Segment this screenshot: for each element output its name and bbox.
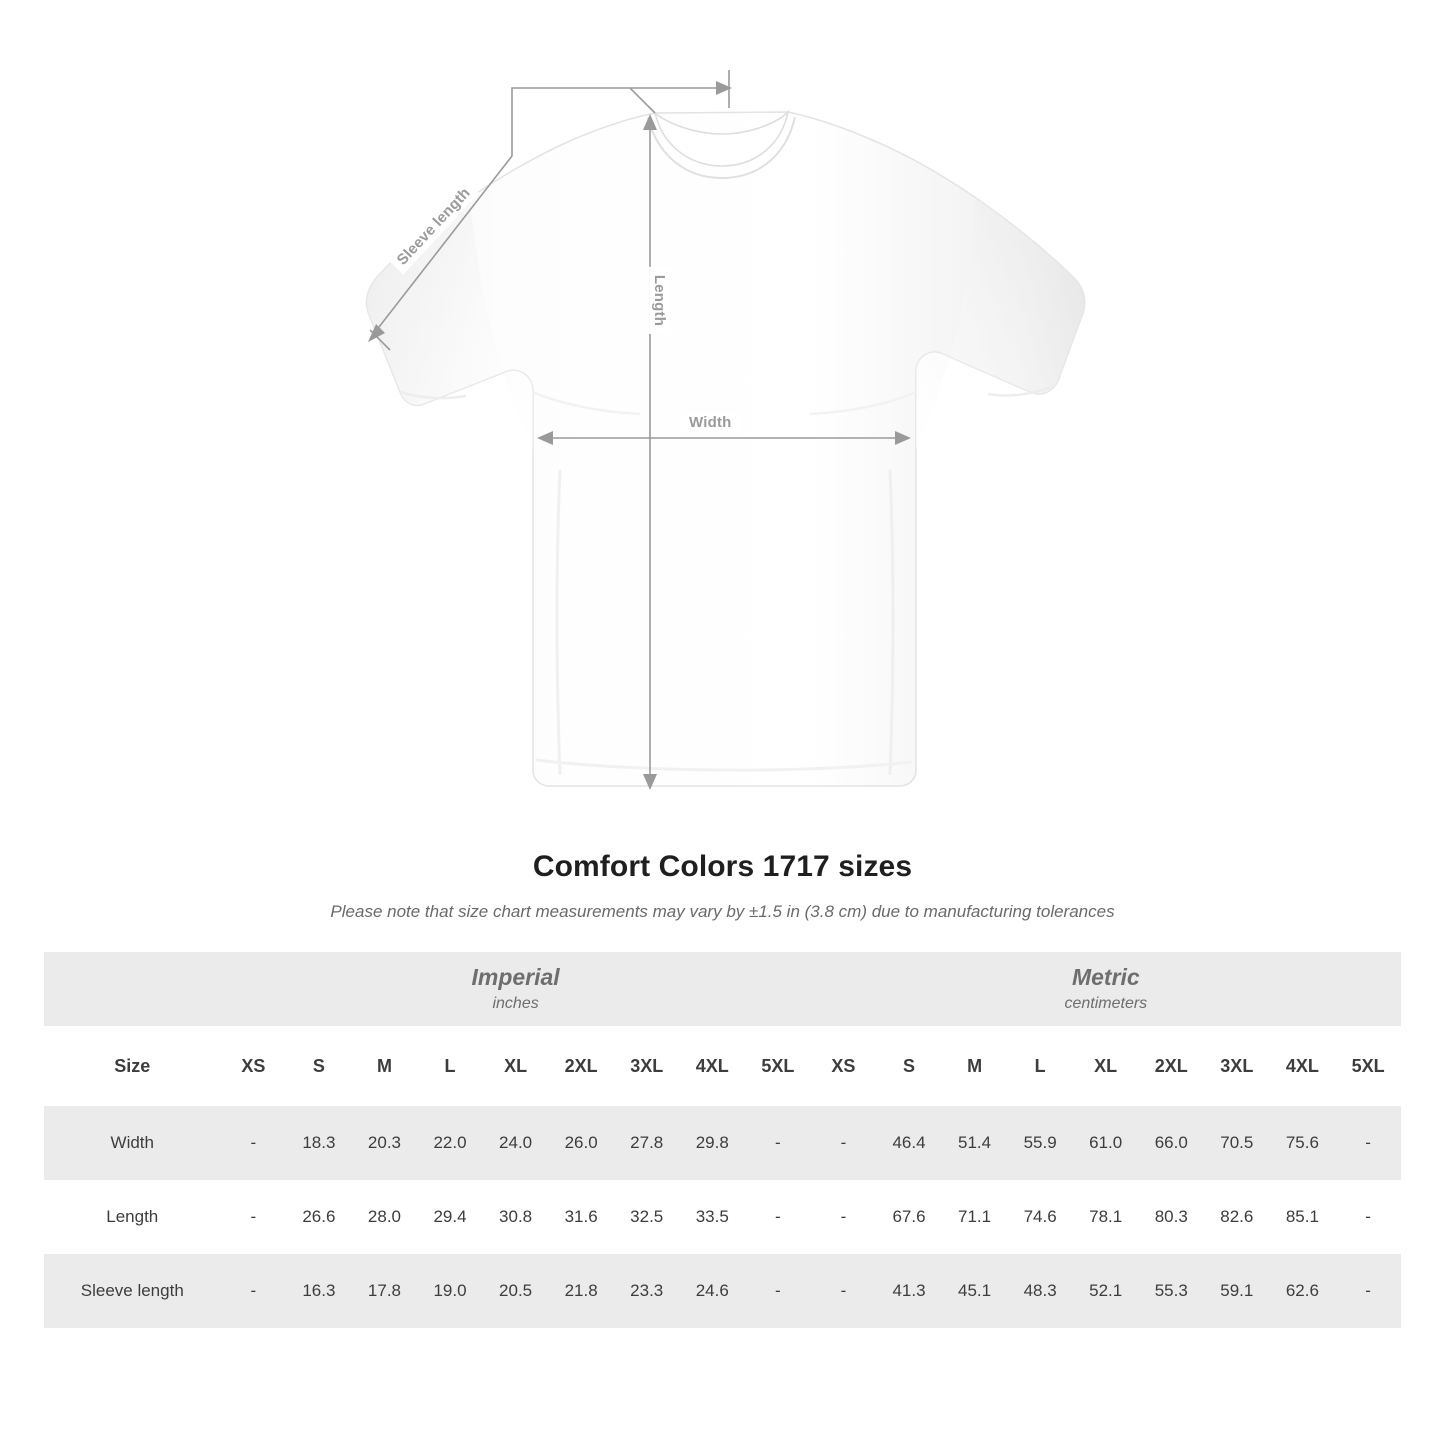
size-header-imperial-m: M bbox=[352, 1026, 418, 1106]
sleeve-length-dimension-label: Sleeve length bbox=[388, 179, 479, 275]
cell-width-metric-3xl: 70.5 bbox=[1204, 1106, 1270, 1180]
size-header-metric-4xl: 4XL bbox=[1270, 1026, 1336, 1106]
cell-width-metric-xs: - bbox=[811, 1106, 877, 1180]
cell-sleeve-metric-3xl: 59.1 bbox=[1204, 1254, 1270, 1328]
cell-width-imperial-l: 22.0 bbox=[417, 1106, 483, 1180]
cell-width-imperial-3xl: 27.8 bbox=[614, 1106, 680, 1180]
cell-width-imperial-4xl: 29.8 bbox=[679, 1106, 745, 1180]
cell-sleeve-imperial-xl: 20.5 bbox=[483, 1254, 549, 1328]
table-row bbox=[44, 1106, 1401, 1180]
cell-width-metric-2xl: 66.0 bbox=[1138, 1106, 1204, 1180]
cell-length-imperial-xl: 30.8 bbox=[483, 1180, 549, 1254]
width-dimension-label: Width bbox=[681, 414, 740, 431]
cell-sleeve-imperial-2xl: 21.8 bbox=[548, 1254, 614, 1328]
size-header-imperial-xl: XL bbox=[483, 1026, 549, 1106]
cell-sleeve-metric-xs: - bbox=[811, 1254, 877, 1328]
cell-width-imperial-xl: 24.0 bbox=[483, 1106, 549, 1180]
cell-length-metric-xs: - bbox=[811, 1180, 877, 1254]
length-dimension-label: Length bbox=[649, 267, 670, 334]
cell-width-metric-m: 51.4 bbox=[942, 1106, 1008, 1180]
size-chart-table-wrap bbox=[44, 952, 1401, 1328]
row-label-length: Length bbox=[44, 1180, 221, 1254]
tolerance-note: Please note that size chart measurements may vary by ±1.5 in (3.8 cm) due to manufacturing tolerances bbox=[330, 902, 1115, 921]
metric-unit-sub: centimeters bbox=[1064, 995, 1148, 1013]
cell-width-imperial-xs: - bbox=[221, 1106, 287, 1180]
cell-length-metric-l: 74.6 bbox=[1007, 1180, 1073, 1254]
cell-sleeve-metric-s: 41.3 bbox=[876, 1254, 942, 1328]
cell-width-imperial-2xl: 26.0 bbox=[548, 1106, 614, 1180]
size-header-imperial-2xl: 2XL bbox=[548, 1026, 614, 1106]
row-label-sleeve-length: Sleeve length bbox=[44, 1254, 221, 1328]
size-header-imperial-s: S bbox=[286, 1026, 352, 1106]
row-label-width: Width bbox=[44, 1106, 221, 1180]
cell-width-imperial-s: 18.3 bbox=[286, 1106, 352, 1180]
cell-sleeve-imperial-xs: - bbox=[221, 1254, 287, 1328]
cell-width-imperial-5xl: - bbox=[745, 1106, 811, 1180]
shirt-body-shape bbox=[366, 112, 1084, 786]
cell-length-metric-m: 71.1 bbox=[942, 1180, 1008, 1254]
cell-length-metric-xl: 78.1 bbox=[1073, 1180, 1139, 1254]
units-header-row bbox=[44, 952, 1401, 1026]
size-header-imperial-l: L bbox=[417, 1026, 483, 1106]
cell-width-metric-xl: 61.0 bbox=[1073, 1106, 1139, 1180]
cell-sleeve-imperial-l: 19.0 bbox=[417, 1254, 483, 1328]
size-header-imperial-3xl: 3XL bbox=[614, 1026, 680, 1106]
cell-sleeve-imperial-m: 17.8 bbox=[352, 1254, 418, 1328]
size-header-metric-5xl: 5XL bbox=[1335, 1026, 1401, 1106]
size-header-imperial-4xl: 4XL bbox=[679, 1026, 745, 1106]
cell-sleeve-metric-l: 48.3 bbox=[1007, 1254, 1073, 1328]
cell-width-metric-s: 46.4 bbox=[876, 1106, 942, 1180]
title-block bbox=[0, 850, 1445, 922]
size-header-metric-xs: XS bbox=[811, 1026, 877, 1106]
cell-sleeve-metric-5xl: - bbox=[1335, 1254, 1401, 1328]
cell-length-imperial-4xl: 33.5 bbox=[679, 1180, 745, 1254]
cell-width-imperial-m: 20.3 bbox=[352, 1106, 418, 1180]
table-row bbox=[44, 1254, 1401, 1328]
cell-length-imperial-s: 26.6 bbox=[286, 1180, 352, 1254]
cell-width-metric-5xl: - bbox=[1335, 1106, 1401, 1180]
units-spacer-cell bbox=[44, 952, 221, 1026]
size-header-metric-xl: XL bbox=[1073, 1026, 1139, 1106]
cell-sleeve-imperial-4xl: 24.6 bbox=[679, 1254, 745, 1328]
imperial-unit-sub: inches bbox=[492, 995, 539, 1013]
cell-sleeve-metric-2xl: 55.3 bbox=[1138, 1254, 1204, 1328]
cell-length-imperial-5xl: - bbox=[745, 1180, 811, 1254]
cell-sleeve-imperial-5xl: - bbox=[745, 1254, 811, 1328]
metric-unit-name: Metric bbox=[1071, 964, 1140, 991]
size-header-imperial-5xl: 5XL bbox=[745, 1026, 811, 1106]
cell-length-imperial-l: 29.4 bbox=[417, 1180, 483, 1254]
cell-sleeve-imperial-s: 16.3 bbox=[286, 1254, 352, 1328]
cell-length-metric-4xl: 85.1 bbox=[1270, 1180, 1336, 1254]
page-title: Comfort Colors 1717 sizes bbox=[532, 850, 913, 883]
cell-sleeve-imperial-3xl: 23.3 bbox=[614, 1254, 680, 1328]
cell-sleeve-metric-m: 45.1 bbox=[942, 1254, 1008, 1328]
cell-length-imperial-2xl: 31.6 bbox=[548, 1180, 614, 1254]
cell-width-metric-4xl: 75.6 bbox=[1270, 1106, 1336, 1180]
size-header-imperial-xs: XS bbox=[221, 1026, 287, 1106]
size-header-label: Size bbox=[44, 1026, 221, 1106]
cell-length-metric-2xl: 80.3 bbox=[1138, 1180, 1204, 1254]
cell-width-metric-l: 55.9 bbox=[1007, 1106, 1073, 1180]
cell-length-metric-s: 67.6 bbox=[876, 1180, 942, 1254]
size-header-metric-3xl: 3XL bbox=[1204, 1026, 1270, 1106]
size-header-metric-m: M bbox=[942, 1026, 1008, 1106]
cell-sleeve-metric-xl: 52.1 bbox=[1073, 1254, 1139, 1328]
size-header-metric-2xl: 2XL bbox=[1138, 1026, 1204, 1106]
imperial-header-cell bbox=[221, 952, 811, 1026]
size-chart-table bbox=[44, 952, 1401, 1328]
imperial-unit-name: Imperial bbox=[471, 964, 560, 991]
cell-length-metric-5xl: - bbox=[1335, 1180, 1401, 1254]
cell-length-imperial-3xl: 32.5 bbox=[614, 1180, 680, 1254]
cell-length-metric-3xl: 82.6 bbox=[1204, 1180, 1270, 1254]
size-header-metric-s: S bbox=[876, 1026, 942, 1106]
table-row bbox=[44, 1180, 1401, 1254]
cell-sleeve-metric-4xl: 62.6 bbox=[1270, 1254, 1336, 1328]
cell-length-imperial-m: 28.0 bbox=[352, 1180, 418, 1254]
metric-header-cell bbox=[811, 952, 1401, 1026]
size-header-row bbox=[44, 1026, 1401, 1106]
cell-length-imperial-xs: - bbox=[221, 1180, 287, 1254]
size-header-metric-l: L bbox=[1007, 1026, 1073, 1106]
